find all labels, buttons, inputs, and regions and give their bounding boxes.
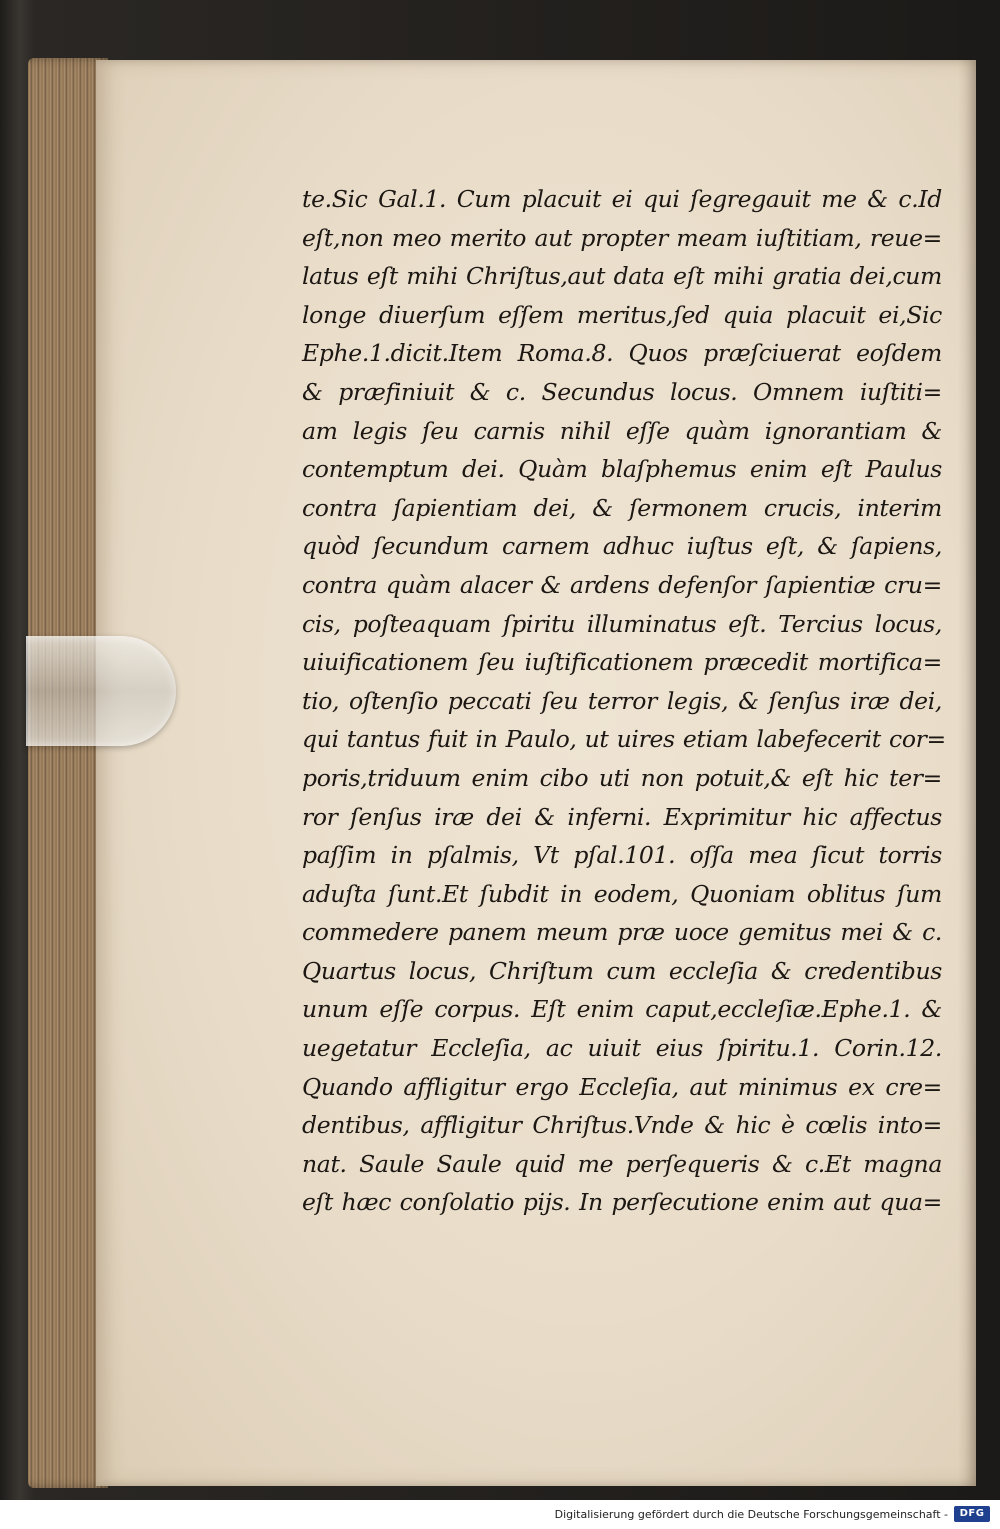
text-line: qui tantus fuit in Paulo, ut uires etiam labefecerit cor= [302,725,946,754]
text-line: am legis ſeu carnis nihil eſſe quàm ignorantiam & [302,416,942,445]
footer-bar [0,1500,1000,1529]
text-line: Quando affligitur ergo Eccleſia, aut minimus ex cre= [302,1072,942,1101]
text-line: & præfiniuit & c. Secundus locus. Omnem iuſtiti= [302,377,942,406]
text-line: contemptum dei. Quàm blaſphemus enim eſt Paulus [302,455,942,484]
text-line: nat. Saule Saule quid me perſequeris & c.Et magna [302,1149,942,1178]
text-line: quòd ſecundum carnem adhuc iuſtus eſt, & ſapiens, [302,532,942,561]
text-line: latus eſt mihi Chriſtus,aut data eſt mihi gratia dei,cum [302,262,942,291]
text-line: paſſim in pſalmis, Vt pſal.101. oſſa mea ſicut torris [302,841,942,870]
text-line: dentibus, affligitur Chriſtus.Vnde & hic è cœlis into= [302,1111,942,1140]
text-line: uiuificationem ſeu iuſtificationem præcedit mortifica= [302,648,942,677]
text-line: contra ſapientiam dei, & ſermonem crucis, interim [302,493,942,522]
text-line: aduſta ſunt.Et ſubdit in eodem, Quoniam oblitus ſum [302,879,942,908]
text-line: te.Sic Gal.1. Cum placuit ei qui ſegregauit me & c.Id [302,185,942,213]
dfg-logo: DFG [954,1506,990,1522]
text-line: poris,triduum enim cibo uti non potuit,& eſt hic ter= [302,763,942,792]
text-line: cis, poſteaquam ſpiritu illuminatus eſt. Tercius locus, [302,609,942,638]
text-line: longe diuerſum eſſem meritus,ſed quia placuit ei,Sic [302,300,942,329]
text-line: commedere panem meum præ uoce gemitus mei & c. [302,918,942,947]
text-line: tio, oſtenſio peccati ſeu terror legis, & ſenſus iræ dei, [302,686,942,715]
text-line: Ephe.1.dicit.Item Roma.8. Quos præſciuerat eoſdem [302,339,942,368]
body-text [302,180,946,1222]
text-line: uegetatur Eccleſia, ac uiuit eius ſpiritu.1. Corin.12. [302,1034,942,1063]
text-line: ror ſenſus iræ dei & inferni. Exprimitur hic affectus [302,802,942,831]
text-line: Quartus locus, Chriſtum cum eccleſia & credentibus [302,956,942,985]
gutter-shadow [958,60,976,1486]
text-line: eſt,non meo merito aut propter meam iuſtitiam, reue= [302,223,942,252]
text-line: eſt hæc conſolatio pijs. In perſecutione enim aut qua= [302,1188,942,1217]
funding-credit: Digitalisierung gefördert durch die Deutsche Forschungsgemeinschaft - [554,1508,948,1521]
text-line: unum eſſe corpus. Eſt enim caput,eccleſiæ.Ephe.1. & [302,995,942,1024]
text-line: contra quàm alacer & ardens defenſor ſapientiæ cru= [302,570,942,599]
page-holder-clip [26,636,176,746]
